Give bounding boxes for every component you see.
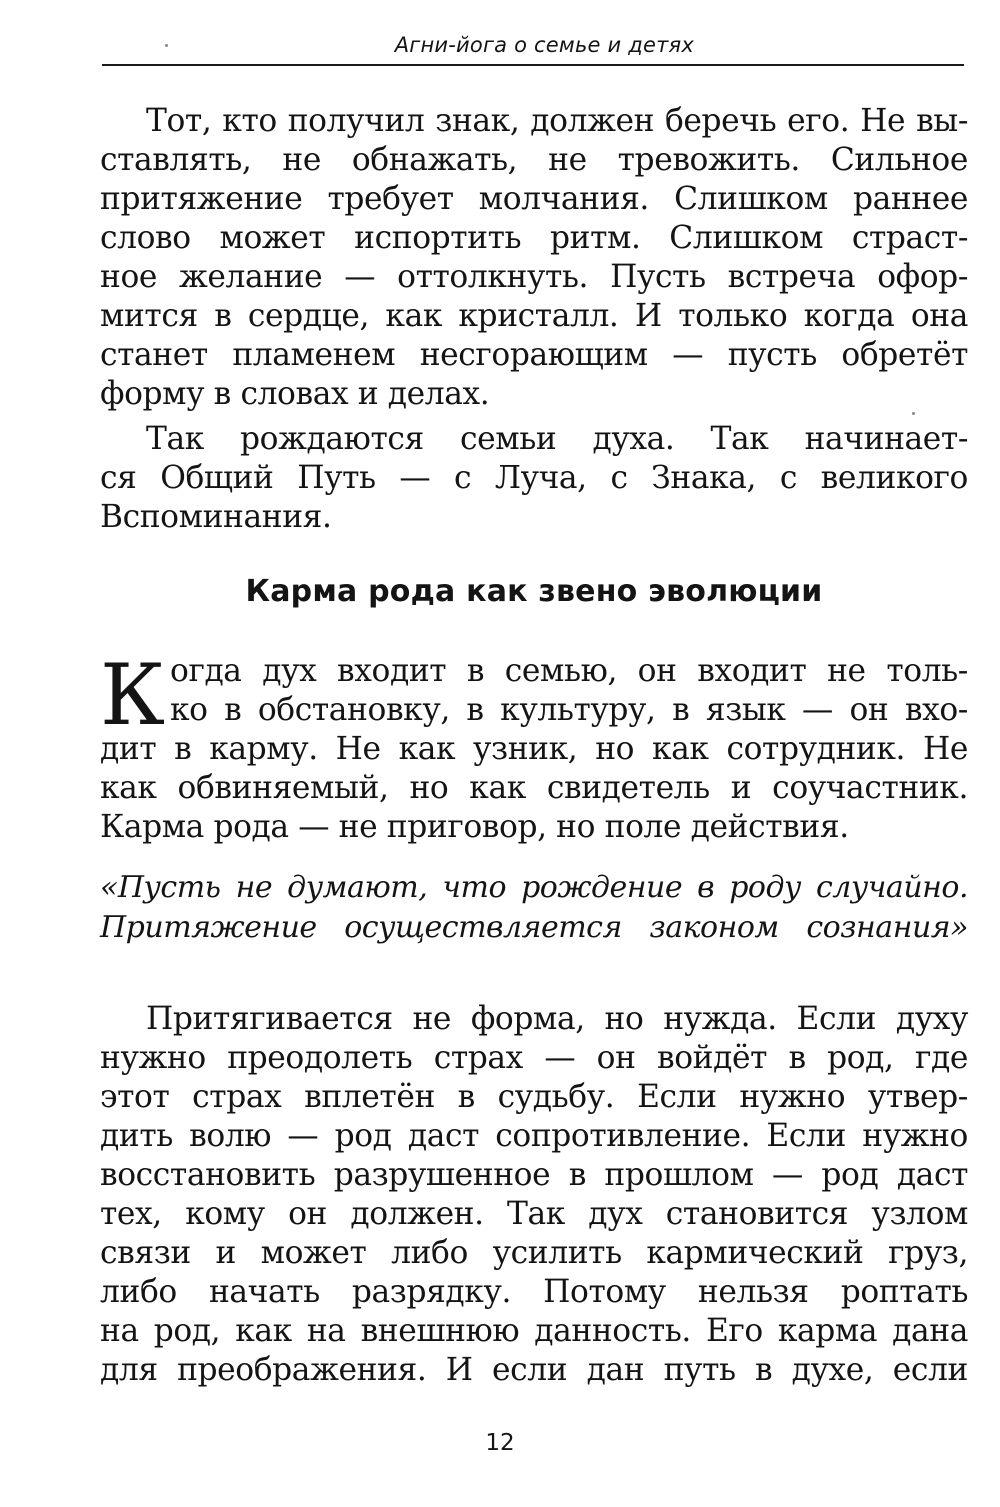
text-line: Карма рода — не приговор, но поле действия. bbox=[100, 809, 849, 845]
quote-line: Притяжение осуществляется законом сознания» bbox=[100, 910, 968, 945]
text-line: восстановить разрушенное в прошлом — род даст bbox=[100, 1157, 968, 1193]
text-line: форму в словах и делах. bbox=[100, 376, 490, 412]
text-line: огда дух входит в семью, он входит не толь- bbox=[170, 653, 968, 689]
paragraph-3 bbox=[100, 646, 968, 847]
text-line: мится в сердце, как кристалл. И только когда она bbox=[100, 298, 968, 334]
text-line: на род, как на внешнюю данность. Его карма дана bbox=[100, 1313, 968, 1349]
paragraph-4 bbox=[100, 1000, 968, 1390]
quote-line: «Пусть не думают, что рождение в роду случайно. bbox=[100, 870, 968, 905]
text-line: станет пламенем несгорающим — пусть обретёт bbox=[100, 337, 968, 373]
page-number: 12 bbox=[485, 1430, 515, 1456]
text-line: ное желание — оттолкнуть. Пусть встреча офор- bbox=[100, 259, 968, 295]
scan-speck bbox=[165, 44, 168, 47]
text-line: ся Общий Путь — с Луча, с Знака, с великого bbox=[100, 460, 968, 496]
text-line: либо начать разрядку. Потому нельзя роптать bbox=[100, 1274, 968, 1310]
text-line: дит в карму. Не как узник, но как сотрудник. Не bbox=[100, 731, 968, 767]
text-line: ко в обстановку, в культуру, в язык — он вхо- bbox=[170, 692, 968, 728]
epigraph-quote bbox=[100, 868, 968, 948]
text-line: Вспоминания. bbox=[100, 499, 332, 535]
running-header bbox=[102, 30, 964, 66]
paragraph-2 bbox=[100, 420, 968, 537]
text-line: дить волю — род даст сопротивление. Если нужно bbox=[100, 1118, 968, 1154]
text-line: Так рождаются семьи духа. Так начинает- bbox=[146, 421, 968, 457]
text-line: связи и может либо усилить кармический груз, bbox=[100, 1235, 968, 1271]
section-heading: Карма рода как звено эволюции bbox=[245, 574, 823, 609]
text-line: Тот, кто получил знак, должен беречь его. Не вы- bbox=[146, 103, 968, 139]
text-line: для преображения. И если дан путь в духе, если bbox=[100, 1352, 968, 1388]
text-line: притяжение требует молчания. Слишком раннее bbox=[100, 181, 968, 217]
paragraph-1 bbox=[100, 102, 968, 414]
text-line: нужно преодолеть страх — он войдёт в род, где bbox=[100, 1040, 968, 1076]
drop-cap: К bbox=[100, 646, 166, 744]
running-title: Агни-йога о семье и детях bbox=[394, 33, 694, 57]
text-line: этот страх вплетён в судьбу. Если нужно утвер- bbox=[100, 1079, 968, 1115]
text-line: как обвиняемый, но как свидетель и соучастник. bbox=[100, 770, 968, 806]
text-line: тех, кому он должен. Так дух становится узлом bbox=[100, 1196, 968, 1232]
text-line: ставлять, не обнажать, не тревожить. Сильное bbox=[100, 142, 968, 178]
text-line: Притягивается не форма, но нужда. Если духу bbox=[146, 1001, 968, 1037]
text-line: слово может испортить ритм. Слишком страст- bbox=[100, 220, 968, 256]
